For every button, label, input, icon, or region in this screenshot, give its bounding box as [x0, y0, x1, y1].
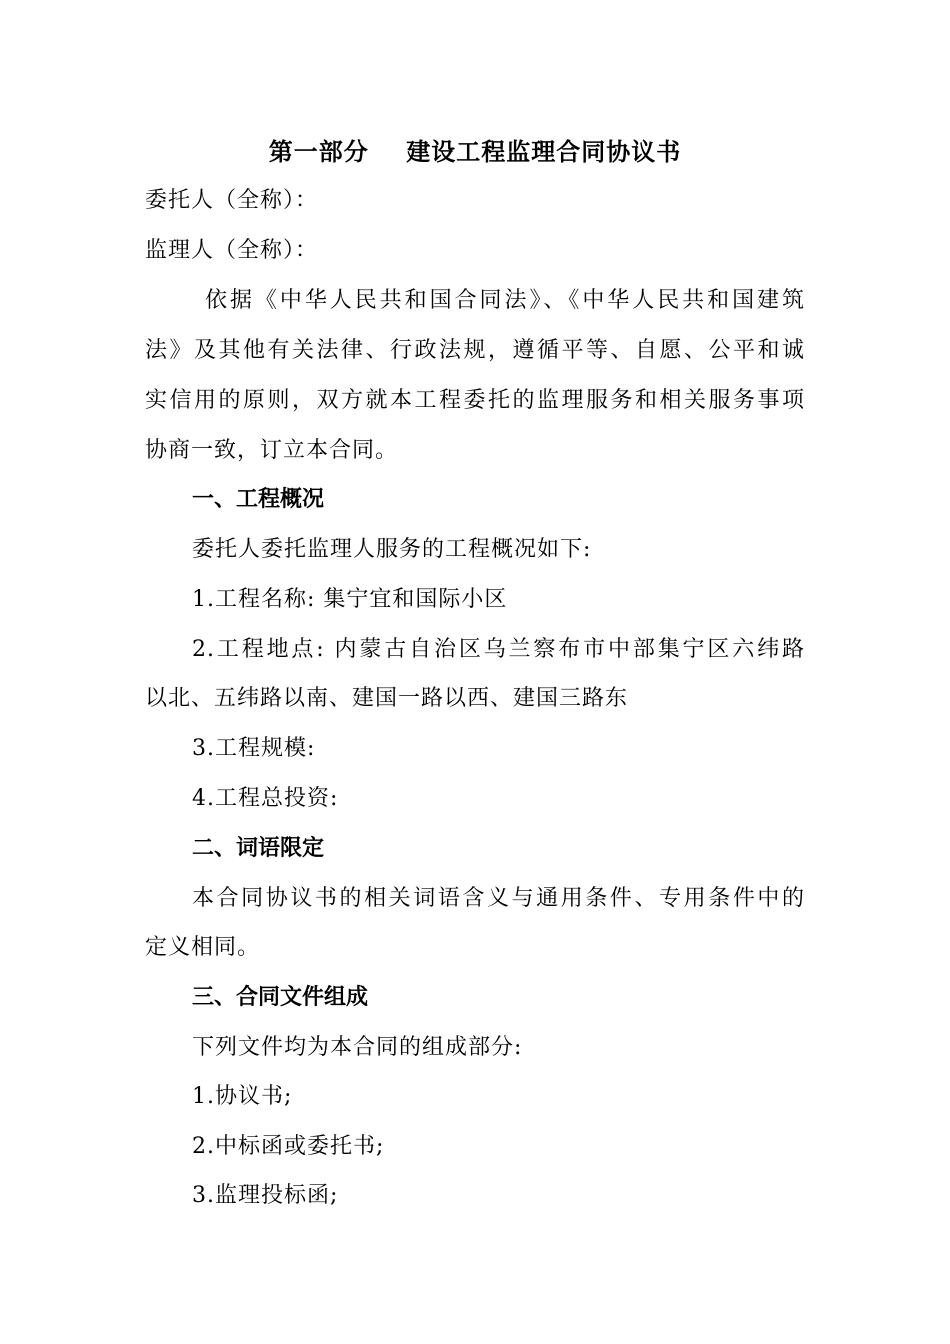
- intro-line-1: 依据《中华人民共和国合同法》、《中华人民共和国建筑: [205, 288, 805, 313]
- project-location-line-1: 2.工程地点: 内蒙古自治区乌兰察布市中部集宁区六纬路: [192, 637, 805, 662]
- intro-line-2: 法》及其他有关法律、行政法规，遵循平等、自愿、公平和诚: [145, 338, 805, 363]
- section1-heading: 一、工程概况: [192, 487, 325, 512]
- supervisor-label: 监理人（全称）：: [145, 238, 319, 263]
- section2-line-2: 定义相同。: [145, 935, 261, 960]
- project-location-line-2: 以北、五纬路以南、建国一路以西、建国三路东: [145, 686, 629, 711]
- principal-label: 委托人（全称）：: [145, 188, 319, 213]
- section2-heading: 二、词语限定: [192, 836, 325, 861]
- section3-intro: 下列文件均为本合同的组成部分:: [192, 1035, 523, 1060]
- project-scale-item: 3.工程规模:: [192, 736, 316, 761]
- document-title: 第一部分 建设工程监理合同协议书: [268, 138, 682, 166]
- intro-line-4: 协商一致，订立本合同。: [145, 438, 399, 463]
- project-investment-item: 4.工程总投资:: [192, 786, 339, 811]
- section3-heading: 三、合同文件组成: [192, 985, 369, 1010]
- project-name-item: 1.工程名称: 集宁宜和国际小区: [192, 587, 508, 612]
- document-list-item: 2.中标函或委托书;: [192, 1134, 385, 1159]
- section2-line-1: 本合同协议书的相关词语含义与通用条件、专用条件中的: [192, 886, 805, 911]
- intro-line-3: 实信用的原则，双方就本工程委托的监理服务和相关服务事项: [145, 388, 805, 413]
- document-list-item: 3.监理投标函;: [192, 1183, 339, 1208]
- section1-intro: 委托人委托监理人服务的工程概况如下:: [192, 537, 592, 562]
- document-list-item: 1.协议书;: [192, 1084, 293, 1109]
